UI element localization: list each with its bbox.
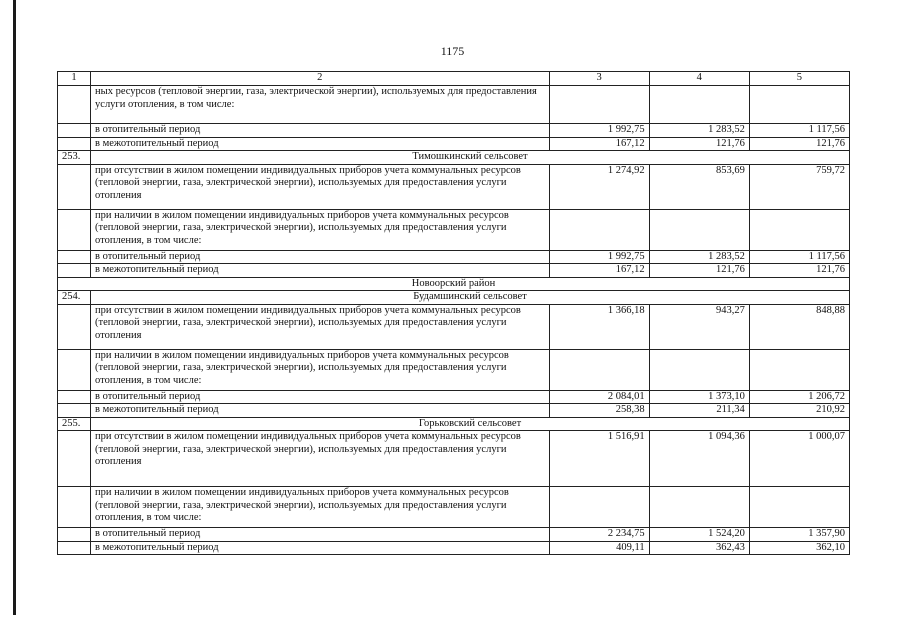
table-row: [58, 164, 850, 209]
value-col-4: 853,69: [649, 164, 749, 209]
row-description: в отопительный период: [91, 250, 549, 264]
row-number: 253.: [58, 151, 91, 165]
row-description: в отопительный период: [91, 390, 549, 404]
value-col-4: 1 283,52: [649, 250, 749, 264]
value-col-5: 759,72: [749, 164, 849, 209]
row-number: [58, 528, 91, 542]
value-col-4: [649, 349, 749, 390]
value-col-4: 1 283,52: [649, 124, 749, 138]
table-row: [58, 404, 850, 418]
table-row: [58, 349, 850, 390]
row-description: в межотопительный период: [91, 404, 549, 418]
row-number: [58, 431, 91, 487]
scan-edge-line: [13, 0, 16, 615]
row-description: при наличии в жилом помещении индивидуальных приборов учета коммунальных ресурсов (тепловой энергии, газа, электрической энергии), используемых для предоставления услуги отопления, в том числе:: [91, 487, 549, 528]
column-header: 2: [91, 72, 549, 86]
value-col-5: 1 117,56: [749, 250, 849, 264]
header-row: [58, 72, 850, 86]
row-number: 254.: [58, 291, 91, 305]
value-col-3: 167,12: [549, 264, 649, 278]
row-number: [58, 349, 91, 390]
value-col-5: [749, 487, 849, 528]
row-number: [58, 86, 91, 124]
row-description: при отсутствии в жилом помещении индивидуальных приборов учета коммунальных ресурсов (тепловой энергии, газа, электрической энергии), используемых для предоставления услуги отопления: [91, 304, 549, 349]
value-col-5: 210,92: [749, 404, 849, 418]
value-col-4: 1 373,10: [649, 390, 749, 404]
value-col-3: 258,38: [549, 404, 649, 418]
value-col-4: 943,27: [649, 304, 749, 349]
row-description: в отопительный период: [91, 124, 549, 138]
row-description: в межотопительный период: [91, 541, 549, 555]
row-number: [58, 164, 91, 209]
row-description: при наличии в жилом помещении индивидуальных приборов учета коммунальных ресурсов (тепловой энергии, газа, электрической энергии), используемых для предоставления услуги отопления, в том числе:: [91, 209, 549, 250]
value-col-3: 1 992,75: [549, 124, 649, 138]
section-title: Будамшинский сельсовет: [91, 291, 850, 305]
value-col-3: [549, 349, 649, 390]
value-col-5: 848,88: [749, 304, 849, 349]
value-col-3: 1 516,91: [549, 431, 649, 487]
table-row: [58, 124, 850, 138]
value-col-5: 121,76: [749, 137, 849, 151]
row-number: [58, 541, 91, 555]
value-col-3: 1 992,75: [549, 250, 649, 264]
column-header: 5: [749, 72, 849, 86]
region-row: [58, 277, 850, 291]
row-description: в отопительный период: [91, 528, 549, 542]
value-col-3: [549, 86, 649, 124]
table-row: [58, 431, 850, 487]
row-number: [58, 209, 91, 250]
value-col-3: 2 084,01: [549, 390, 649, 404]
row-number: [58, 390, 91, 404]
row-description: при отсутствии в жилом помещении индивидуальных приборов учета коммунальных ресурсов (тепловой энергии, газа, электрической энергии), используемых для предоставления услуги отопления: [91, 431, 549, 487]
row-number: [58, 487, 91, 528]
row-description: при отсутствии в жилом помещении индивидуальных приборов учета коммунальных ресурсов (тепловой энергии, газа, электрической энергии), используемых для предоставления услуги отопления: [91, 164, 549, 209]
table-row: [58, 250, 850, 264]
value-col-4: 121,76: [649, 264, 749, 278]
section-title: Горьковский сельсовет: [91, 417, 850, 431]
table-row: [58, 264, 850, 278]
value-col-4: 1 094,36: [649, 431, 749, 487]
row-description: в межотопительный период: [91, 137, 549, 151]
value-col-5: 1 357,90: [749, 528, 849, 542]
value-col-5: [749, 86, 849, 124]
value-col-3: 1 366,18: [549, 304, 649, 349]
value-col-4: 362,43: [649, 541, 749, 555]
table-row: [58, 541, 850, 555]
table-row: [58, 528, 850, 542]
value-col-3: 2 234,75: [549, 528, 649, 542]
row-number: [58, 250, 91, 264]
table-row: [58, 390, 850, 404]
table-row: [58, 487, 850, 528]
value-col-3: [549, 487, 649, 528]
value-col-4: [649, 487, 749, 528]
row-description: ных ресурсов (тепловой энергии, газа, электрической энергии), используемых для предоставления услуги отопления, в том числе:: [91, 86, 549, 124]
value-col-5: 121,76: [749, 264, 849, 278]
table-row: [58, 209, 850, 250]
value-col-4: 211,34: [649, 404, 749, 418]
row-number: [58, 264, 91, 278]
row-number: [58, 404, 91, 418]
section-row: [58, 151, 850, 165]
section-row: [58, 291, 850, 305]
value-col-5: 1 206,72: [749, 390, 849, 404]
section-row: [58, 417, 850, 431]
value-col-3: [549, 209, 649, 250]
table-body: [58, 72, 850, 555]
value-col-5: 1 117,56: [749, 124, 849, 138]
row-number: [58, 304, 91, 349]
row-description: в межотопительный период: [91, 264, 549, 278]
table-row: [58, 137, 850, 151]
value-col-5: 1 000,07: [749, 431, 849, 487]
column-header: 4: [649, 72, 749, 86]
row-number: 255.: [58, 417, 91, 431]
value-col-5: 362,10: [749, 541, 849, 555]
tariff-table: [57, 71, 850, 555]
value-col-4: [649, 86, 749, 124]
value-col-5: [749, 349, 849, 390]
page-number: 1175: [440, 44, 465, 58]
column-header: 3: [549, 72, 649, 86]
value-col-4: [649, 209, 749, 250]
value-col-5: [749, 209, 849, 250]
row-number: [58, 137, 91, 151]
value-col-4: 1 524,20: [649, 528, 749, 542]
region-title: Новоорский район: [58, 277, 850, 291]
row-description: при наличии в жилом помещении индивидуальных приборов учета коммунальных ресурсов (тепловой энергии, газа, электрической энергии), используемых для предоставления услуги отопления, в том числе:: [91, 349, 549, 390]
column-header: 1: [58, 72, 91, 86]
value-col-4: 121,76: [649, 137, 749, 151]
table-row: [58, 86, 850, 124]
row-number: [58, 124, 91, 138]
value-col-3: 409,11: [549, 541, 649, 555]
section-title: Тимошкинский сельсовет: [91, 151, 850, 165]
value-col-3: 167,12: [549, 137, 649, 151]
value-col-3: 1 274,92: [549, 164, 649, 209]
table-row: [58, 304, 850, 349]
